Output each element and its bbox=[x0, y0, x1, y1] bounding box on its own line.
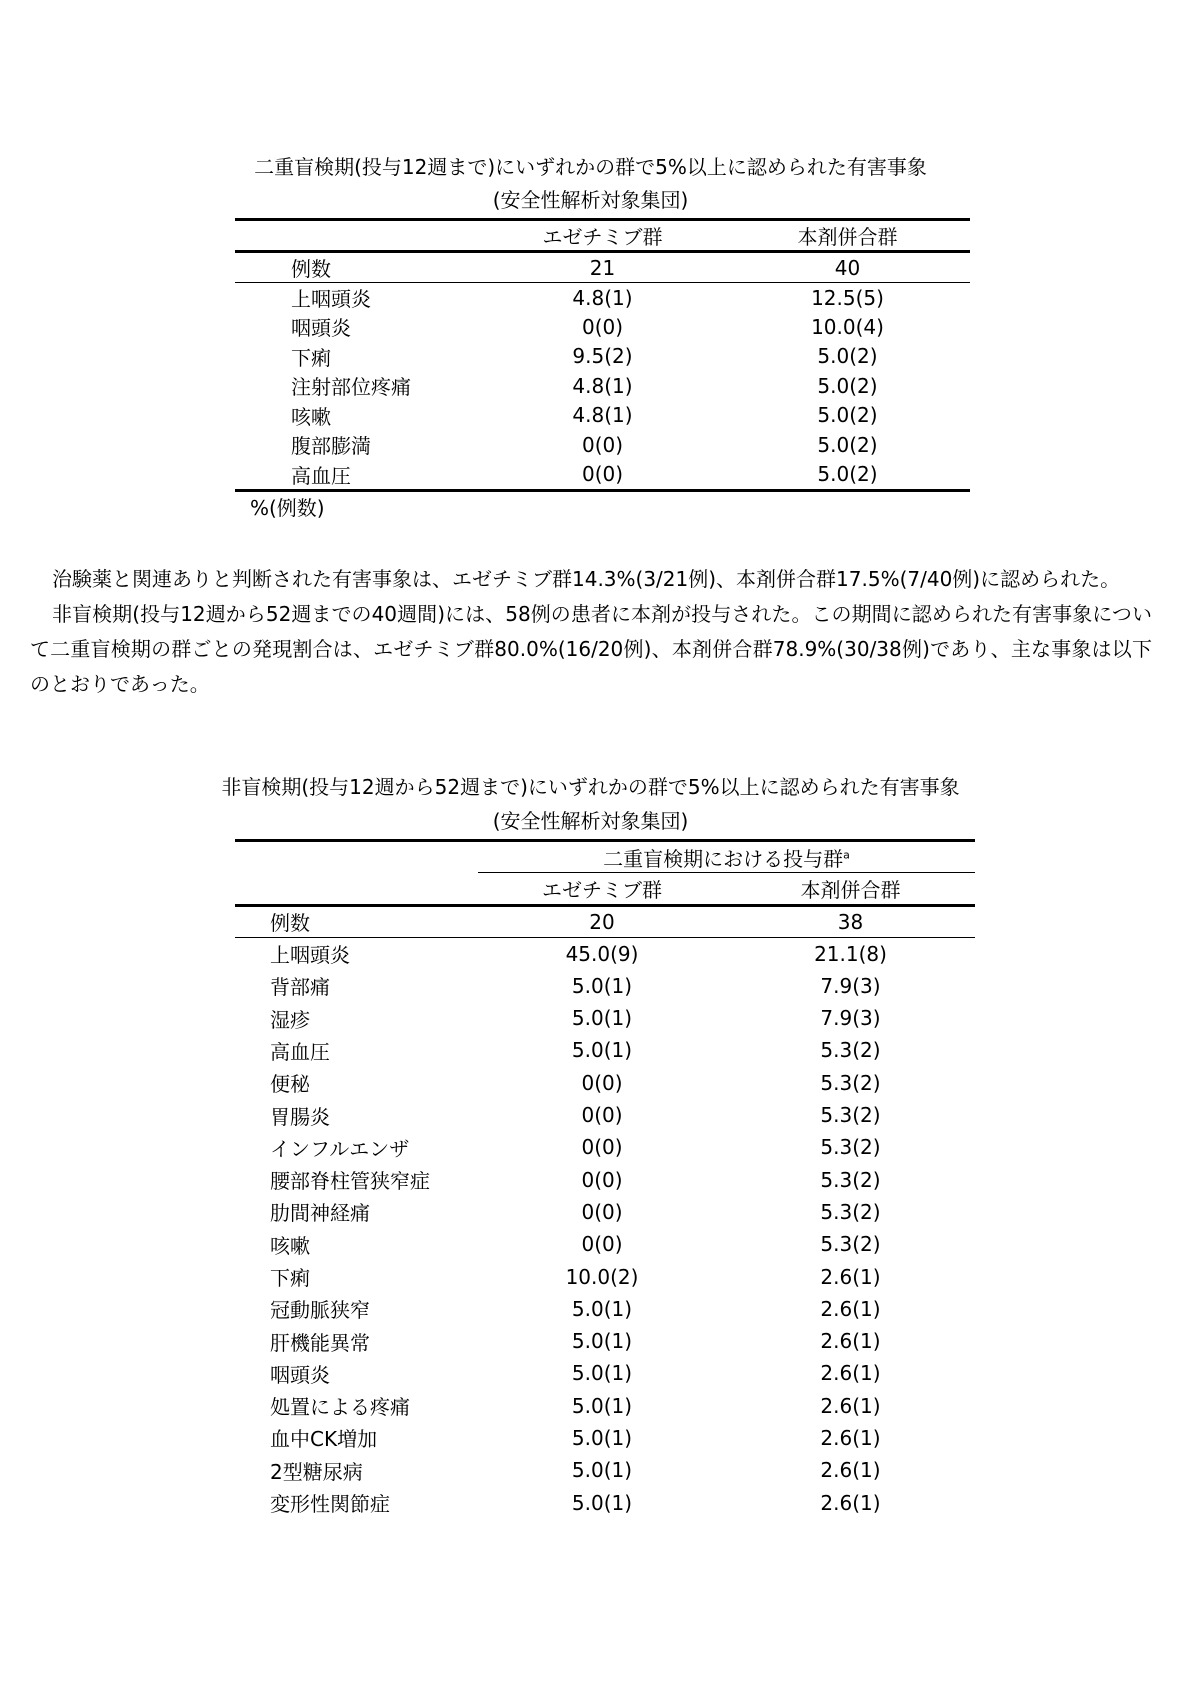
cell: 5.0(1) bbox=[571, 1038, 633, 1063]
cell: 5.0(1) bbox=[571, 1329, 633, 1354]
table-row bbox=[235, 1486, 975, 1518]
cell: 38 bbox=[726, 905, 975, 937]
cell: 5.0(1) bbox=[571, 1458, 633, 1483]
row-label: インフルエンザ bbox=[270, 1136, 410, 1161]
table2-n-row bbox=[235, 905, 975, 937]
cell: 5.0(1) bbox=[571, 1361, 633, 1386]
row-label: 咽頭炎 bbox=[270, 1362, 330, 1387]
cell: 5.0(2) bbox=[817, 373, 878, 398]
row-label: 上咽頭炎 bbox=[270, 943, 350, 968]
cell: 5.0(1) bbox=[571, 1425, 633, 1450]
table-row bbox=[235, 937, 975, 969]
table-row bbox=[235, 312, 970, 342]
table-row bbox=[235, 1099, 975, 1131]
table-row bbox=[235, 430, 970, 460]
row-label: 下痢 bbox=[291, 345, 331, 370]
table-row bbox=[235, 1067, 975, 1099]
cell: 0(0) bbox=[480, 460, 725, 491]
row-label: 腹部膨満 bbox=[291, 434, 371, 459]
cell: 5.3(2) bbox=[820, 1103, 881, 1128]
cell: 5.0(2) bbox=[817, 432, 878, 457]
paragraph: 非盲検期(投与12週から52週までの40週間)には、58例の患者に本剤が投与された。この期間に認められた有害事象について二重盲検期の群ごとの発現割合は、エゼチミブ群80.0%(16/20例)、本剤併合群78.9%(30/38例)であり、主な事象は以下のとおりであった。 bbox=[30, 602, 1152, 696]
cell: 5.3(2) bbox=[820, 1167, 881, 1192]
cell: 21 bbox=[480, 252, 725, 283]
cell: 4.8(1) bbox=[572, 403, 633, 428]
cell: 4.8(1) bbox=[572, 285, 633, 310]
row-label: 咳嗽 bbox=[291, 404, 331, 429]
cell: 5.3(2) bbox=[820, 1135, 881, 1160]
cell: 21.1(8) bbox=[814, 941, 887, 966]
table1-title: 二重盲検期(投与12週まで)にいずれかの群で5%以上に認められた有害事象 bbox=[254, 155, 927, 179]
row-label: 咳嗽 bbox=[270, 1233, 310, 1258]
row-label: 2型糖尿病 bbox=[270, 1459, 363, 1484]
table-row bbox=[235, 1002, 975, 1034]
table2-subtitle: (安全性解析対象集団) bbox=[492, 809, 689, 833]
table-row bbox=[235, 1196, 975, 1228]
cell: 5.0(1) bbox=[571, 973, 633, 998]
table1-n-row bbox=[235, 252, 970, 283]
cell: 5.3(2) bbox=[820, 1070, 881, 1095]
table-row bbox=[235, 1260, 975, 1292]
row-label: 上咽頭炎 bbox=[291, 287, 371, 311]
cell: 5.3(2) bbox=[820, 1038, 881, 1063]
table-row bbox=[235, 1163, 975, 1195]
row-label: 背部痛 bbox=[270, 975, 330, 1000]
row-label: 処置による疼痛 bbox=[270, 1395, 410, 1420]
cell: 5.0(2) bbox=[725, 460, 970, 491]
table-row bbox=[235, 1422, 975, 1454]
table-row bbox=[235, 283, 970, 313]
table-row bbox=[235, 1325, 975, 1357]
cell: 45.0(9) bbox=[565, 941, 639, 966]
table-row bbox=[235, 970, 975, 1002]
header-cell: エゼチミブ群 bbox=[480, 220, 725, 252]
cell: 2.6(1) bbox=[820, 1296, 881, 1321]
row-label: 腰部脊柱管狭窄症 bbox=[270, 1169, 430, 1194]
header-cell: 本剤併合群 bbox=[726, 873, 975, 905]
cell: 5.0(2) bbox=[817, 403, 878, 428]
header-cell: 本剤併合群 bbox=[725, 220, 970, 252]
row-label: 便秘 bbox=[270, 1072, 310, 1097]
paragraph: 治験薬と関連ありと判断された有害事象は、エゼチミブ群14.3%(3/21例)、本剤併合群17.5%(7/40例)に認められた。 bbox=[52, 567, 1121, 591]
cell: 5.0(1) bbox=[571, 1296, 633, 1321]
footnote-marker: a bbox=[843, 847, 850, 861]
cell: 5.0(2) bbox=[817, 344, 878, 369]
cell: 5.3(2) bbox=[820, 1232, 881, 1257]
cell: 2.6(1) bbox=[820, 1264, 881, 1289]
cell: 0(0) bbox=[581, 1070, 623, 1095]
table-row bbox=[235, 460, 970, 491]
cell: 5.0(1) bbox=[571, 1393, 633, 1418]
table-row bbox=[235, 1390, 975, 1422]
cell: 0(0) bbox=[581, 1135, 623, 1160]
header-cell bbox=[235, 873, 478, 905]
cell: 5.0(1) bbox=[571, 1006, 633, 1031]
table2 bbox=[235, 839, 975, 1519]
group-header-text: 二重盲検期における投与群 bbox=[603, 846, 844, 871]
row-label: 冠動脈狭窄 bbox=[270, 1298, 370, 1323]
cell: 7.9(3) bbox=[820, 1006, 881, 1031]
cell: 9.5(2) bbox=[572, 344, 633, 369]
cell: 2.6(1) bbox=[820, 1458, 881, 1483]
cell: 2.6(1) bbox=[820, 1393, 881, 1418]
row-label: 肝機能異常 bbox=[270, 1330, 370, 1355]
cell: 2.6(1) bbox=[820, 1425, 881, 1450]
cell: 0(0) bbox=[581, 1167, 623, 1192]
cell: 2.6(1) bbox=[820, 1329, 881, 1354]
cell: 2.6(1) bbox=[820, 1490, 881, 1515]
body-text bbox=[30, 562, 1152, 702]
cell: 0(0) bbox=[581, 1232, 623, 1257]
table-row bbox=[235, 1034, 975, 1066]
cell: 10.0(2) bbox=[565, 1264, 639, 1289]
table1-header-row bbox=[235, 220, 970, 252]
cell: 20 bbox=[478, 905, 726, 937]
cell: 0(0) bbox=[581, 432, 624, 457]
row-label: 肋間神経痛 bbox=[270, 1201, 370, 1226]
cell: 2.6(1) bbox=[820, 1361, 881, 1386]
cell: 5.3(2) bbox=[820, 1199, 881, 1224]
cell: 10.0(4) bbox=[811, 314, 884, 339]
row-label: 咽頭炎 bbox=[291, 316, 351, 341]
header-cell: エゼチミブ群 bbox=[478, 873, 726, 905]
cell: 0(0) bbox=[581, 1199, 623, 1224]
table-row bbox=[235, 371, 970, 401]
table1-subtitle: (安全性解析対象集団) bbox=[492, 188, 689, 212]
cell: 40 bbox=[725, 252, 970, 283]
empty-cell bbox=[235, 841, 478, 873]
table1-note: %(例数) bbox=[250, 496, 325, 520]
row-label: 例数 bbox=[235, 252, 480, 283]
cell: 7.9(3) bbox=[820, 973, 881, 998]
cell: 4.8(1) bbox=[572, 373, 633, 398]
cell: 5.0(1) bbox=[571, 1490, 633, 1515]
table2-header-row bbox=[235, 873, 975, 905]
row-label: 血中CK増加 bbox=[270, 1427, 378, 1452]
table2-group-header-row bbox=[235, 841, 975, 873]
header-cell bbox=[235, 220, 480, 252]
cell: 0(0) bbox=[581, 1103, 623, 1128]
row-label: 例数 bbox=[235, 905, 478, 937]
row-label: 変形性関節症 bbox=[270, 1492, 390, 1517]
row-label: 下痢 bbox=[270, 1266, 310, 1290]
table-row bbox=[235, 1293, 975, 1325]
cell: 12.5(5) bbox=[811, 285, 884, 310]
table-row bbox=[235, 342, 970, 372]
row-label: 注射部位疼痛 bbox=[291, 375, 411, 400]
row-label: 高血圧 bbox=[270, 1039, 330, 1064]
table-row bbox=[235, 1357, 975, 1389]
group-header bbox=[478, 841, 975, 873]
table-row bbox=[235, 1131, 975, 1163]
cell: 0(0) bbox=[581, 314, 624, 339]
row-label: 高血圧 bbox=[235, 460, 480, 491]
table-row bbox=[235, 401, 970, 431]
table2-title: 非盲検期(投与12週から52週まで)にいずれかの群で5%以上に認められた有害事象 bbox=[221, 775, 960, 799]
table1 bbox=[235, 218, 970, 492]
row-label: 湿疹 bbox=[270, 1007, 310, 1032]
table-row bbox=[235, 1228, 975, 1260]
row-label: 胃腸炎 bbox=[270, 1104, 330, 1129]
table-row bbox=[235, 1454, 975, 1486]
